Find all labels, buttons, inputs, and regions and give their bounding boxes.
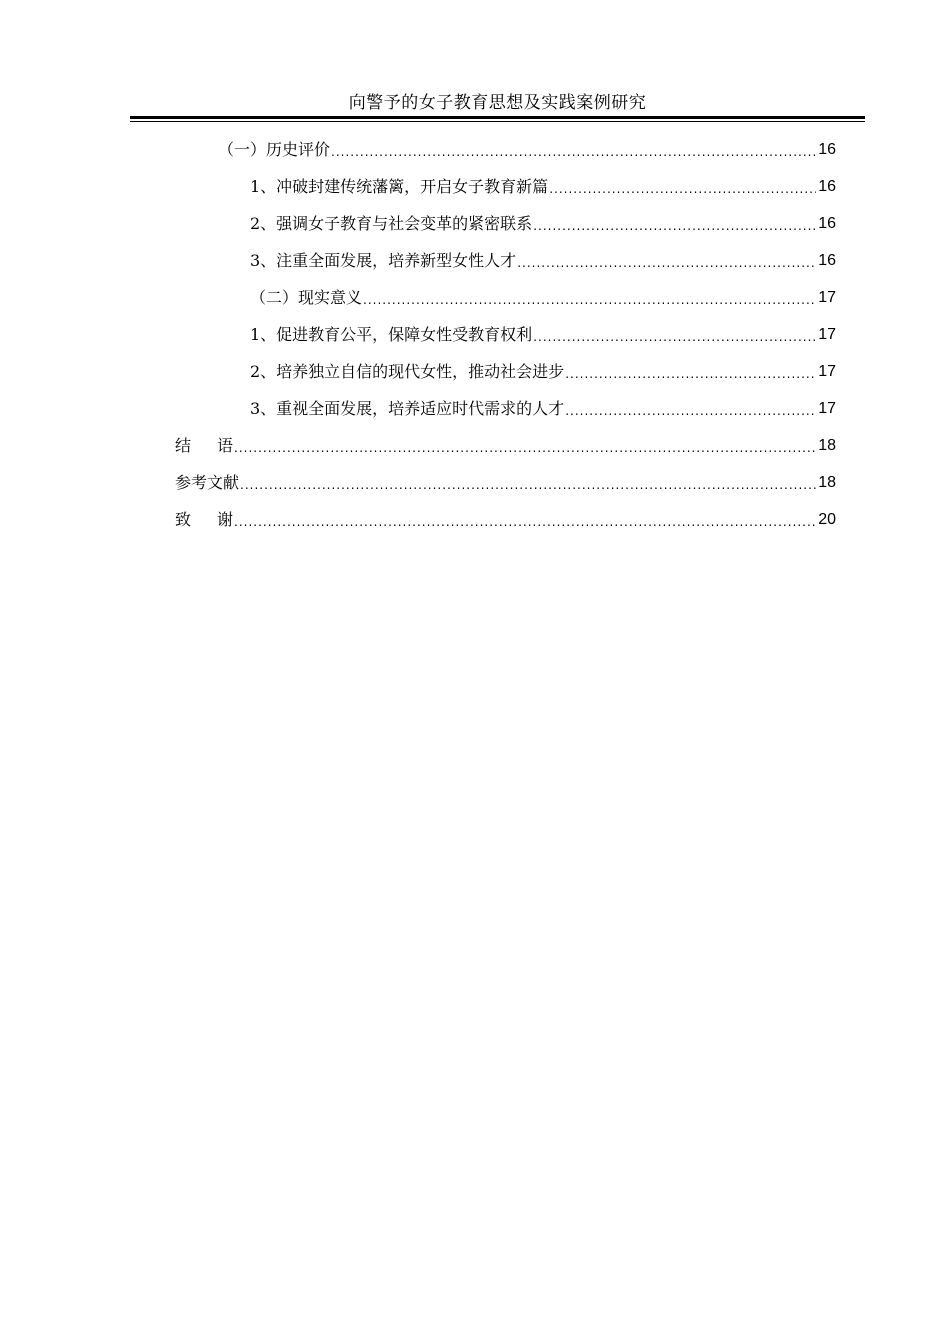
toc-entry-title: 3、注重全面发展，培养新型女性人才	[250, 251, 517, 270]
toc-entry-title: 2、培养独立自信的现代女性，推动社会进步	[250, 362, 565, 381]
toc-page-number: 16	[818, 141, 836, 158]
toc-dot-leader	[533, 217, 816, 235]
toc-entry-title: 2、强调女子教育与社会变革的紧密联系	[250, 214, 533, 233]
toc-page-number: 20	[818, 511, 836, 528]
toc-page-number: 18	[818, 474, 836, 491]
toc-entry-title: 1、冲破封建传统藩篱，开启女子教育新篇	[250, 177, 549, 196]
toc-dot-leader	[363, 291, 816, 309]
toc-entry-talent-for-the-times[interactable]	[250, 394, 836, 420]
toc-dot-leader	[331, 143, 816, 161]
toc-page-number: 16	[818, 215, 836, 232]
toc-entry-historical-evaluation[interactable]	[218, 135, 836, 161]
header-rule-thin	[130, 121, 865, 122]
toc-entry-title: 1、促进教育公平，保障女性受教育权利	[250, 325, 533, 344]
header-rule-thick	[130, 116, 865, 119]
toc-entry-references[interactable]	[175, 468, 836, 494]
toc-page-number: 17	[818, 289, 836, 306]
toc-entry-modern-women[interactable]	[250, 357, 836, 383]
toc-title-char: 致	[175, 510, 192, 529]
toc-entry-education-equity[interactable]	[250, 320, 836, 346]
toc-entry-conclusion[interactable]	[175, 431, 836, 457]
toc-dot-leader	[240, 476, 816, 494]
toc-title-char: 语	[217, 436, 234, 455]
toc-entry-all-round-development[interactable]	[250, 246, 836, 272]
toc-page-number: 16	[818, 178, 836, 195]
toc-title-char: 谢	[217, 510, 234, 529]
toc-dot-leader	[565, 365, 816, 383]
toc-page-number: 17	[818, 326, 836, 343]
toc-entry-title: （二）现实意义	[250, 288, 363, 307]
toc-dot-leader	[533, 328, 816, 346]
toc-dot-leader	[549, 180, 816, 198]
toc-entry-practical-significance[interactable]	[250, 283, 836, 309]
toc-entry-education-and-social-change[interactable]	[250, 209, 836, 235]
toc-page-number: 18	[818, 437, 836, 454]
toc-entry-title: （一）历史评价	[218, 140, 331, 159]
toc-page-number: 17	[818, 400, 836, 417]
toc-entry-break-feudal-tradition[interactable]	[250, 172, 836, 198]
toc-dot-leader	[234, 513, 816, 531]
toc-dot-leader	[565, 402, 816, 420]
toc-page-number: 16	[818, 252, 836, 269]
toc-entry-title: 参考文献	[175, 473, 240, 492]
toc-dot-leader	[234, 439, 816, 457]
toc-entry-title	[175, 435, 233, 457]
toc-entry-title	[175, 509, 233, 531]
toc-entry-acknowledgements[interactable]	[175, 505, 836, 531]
running-header-title: 向警予的女子教育思想及实践案例研究	[348, 93, 647, 113]
toc-title-char: 结	[175, 436, 192, 455]
toc-page-number: 17	[818, 363, 836, 380]
toc-dot-leader	[517, 254, 816, 272]
toc-entry-title: 3、重视全面发展，培养适应时代需求的人才	[250, 399, 565, 418]
